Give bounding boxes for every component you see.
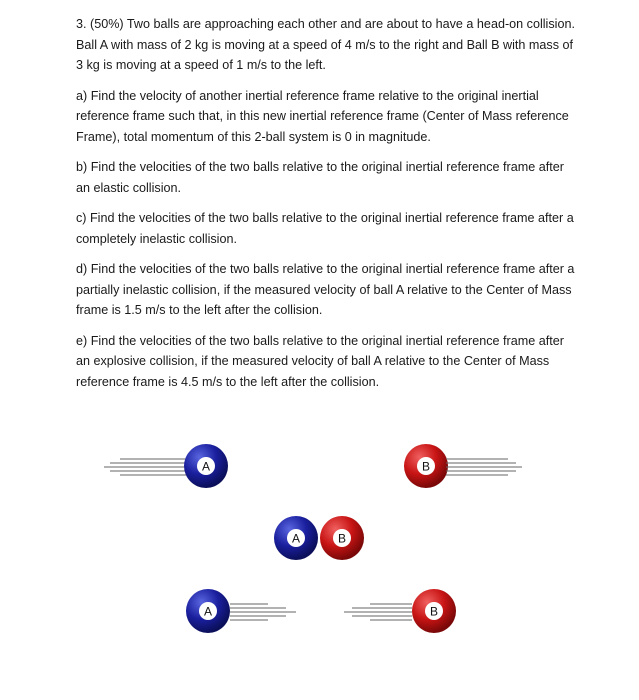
ball-a-collision bbox=[274, 516, 318, 560]
ball-b-collision-label: B bbox=[337, 531, 347, 546]
part-a: a) Find the velocity of another inertial reference frame relative to the original inertial reference frame such that, in this new inertial reference frame (Center of Mass reference Frame), total momentum of this 2-ball system is 0 in magnitude. bbox=[76, 88, 569, 144]
problem-intro: 3. (50%) Two balls are approaching each other and are about to have a head-on collision. Ball A with mass of 2 kg is moving at a speed of 4 m/s to the right and Ball B with mass of 3 kg is moving at a speed of 1 m/s to the left. bbox=[76, 17, 575, 72]
part-e: e) Find the velocities of the two balls relative to the original inertial reference frame after an explosive collision, if the measured velocity of ball A relative to the Center of Mass reference frame is 4.5 m/s to the left after the collision. bbox=[76, 333, 564, 389]
ball-b-after bbox=[412, 589, 456, 633]
part-c: c) Find the velocities of the two balls relative to the original inertial reference frame after a completely inelastic collision. bbox=[76, 211, 574, 246]
ball-b-collision bbox=[320, 516, 364, 560]
motion-lines-b-before bbox=[446, 459, 522, 475]
part-d: d) Find the velocities of the two balls relative to the original inertial reference frame after a partially inelastic collision, if the measured velocity of ball A relative to the Center of Mass frame is 1.5 m/s to the left after the collision. bbox=[76, 262, 575, 317]
ball-a-after-label: A bbox=[203, 604, 213, 619]
ball-a-collision-label: A bbox=[291, 531, 301, 546]
motion-lines-a-before bbox=[104, 459, 186, 475]
ball-b-before-label: B bbox=[421, 459, 431, 474]
part-b: b) Find the velocities of the two balls relative to the original inertial reference frame after an elastic collision. bbox=[76, 160, 564, 195]
ball-a-after bbox=[186, 589, 230, 633]
ball-b-before bbox=[404, 444, 448, 488]
motion-lines-a-after bbox=[230, 604, 296, 620]
collision-diagram bbox=[0, 430, 639, 650]
ball-b-after-label: B bbox=[429, 604, 439, 619]
motion-lines-b-after bbox=[344, 604, 412, 620]
collision-figure bbox=[0, 430, 639, 650]
ball-a-before bbox=[184, 444, 228, 488]
problem-text bbox=[76, 14, 576, 402]
ball-a-before-label: A bbox=[201, 459, 211, 474]
